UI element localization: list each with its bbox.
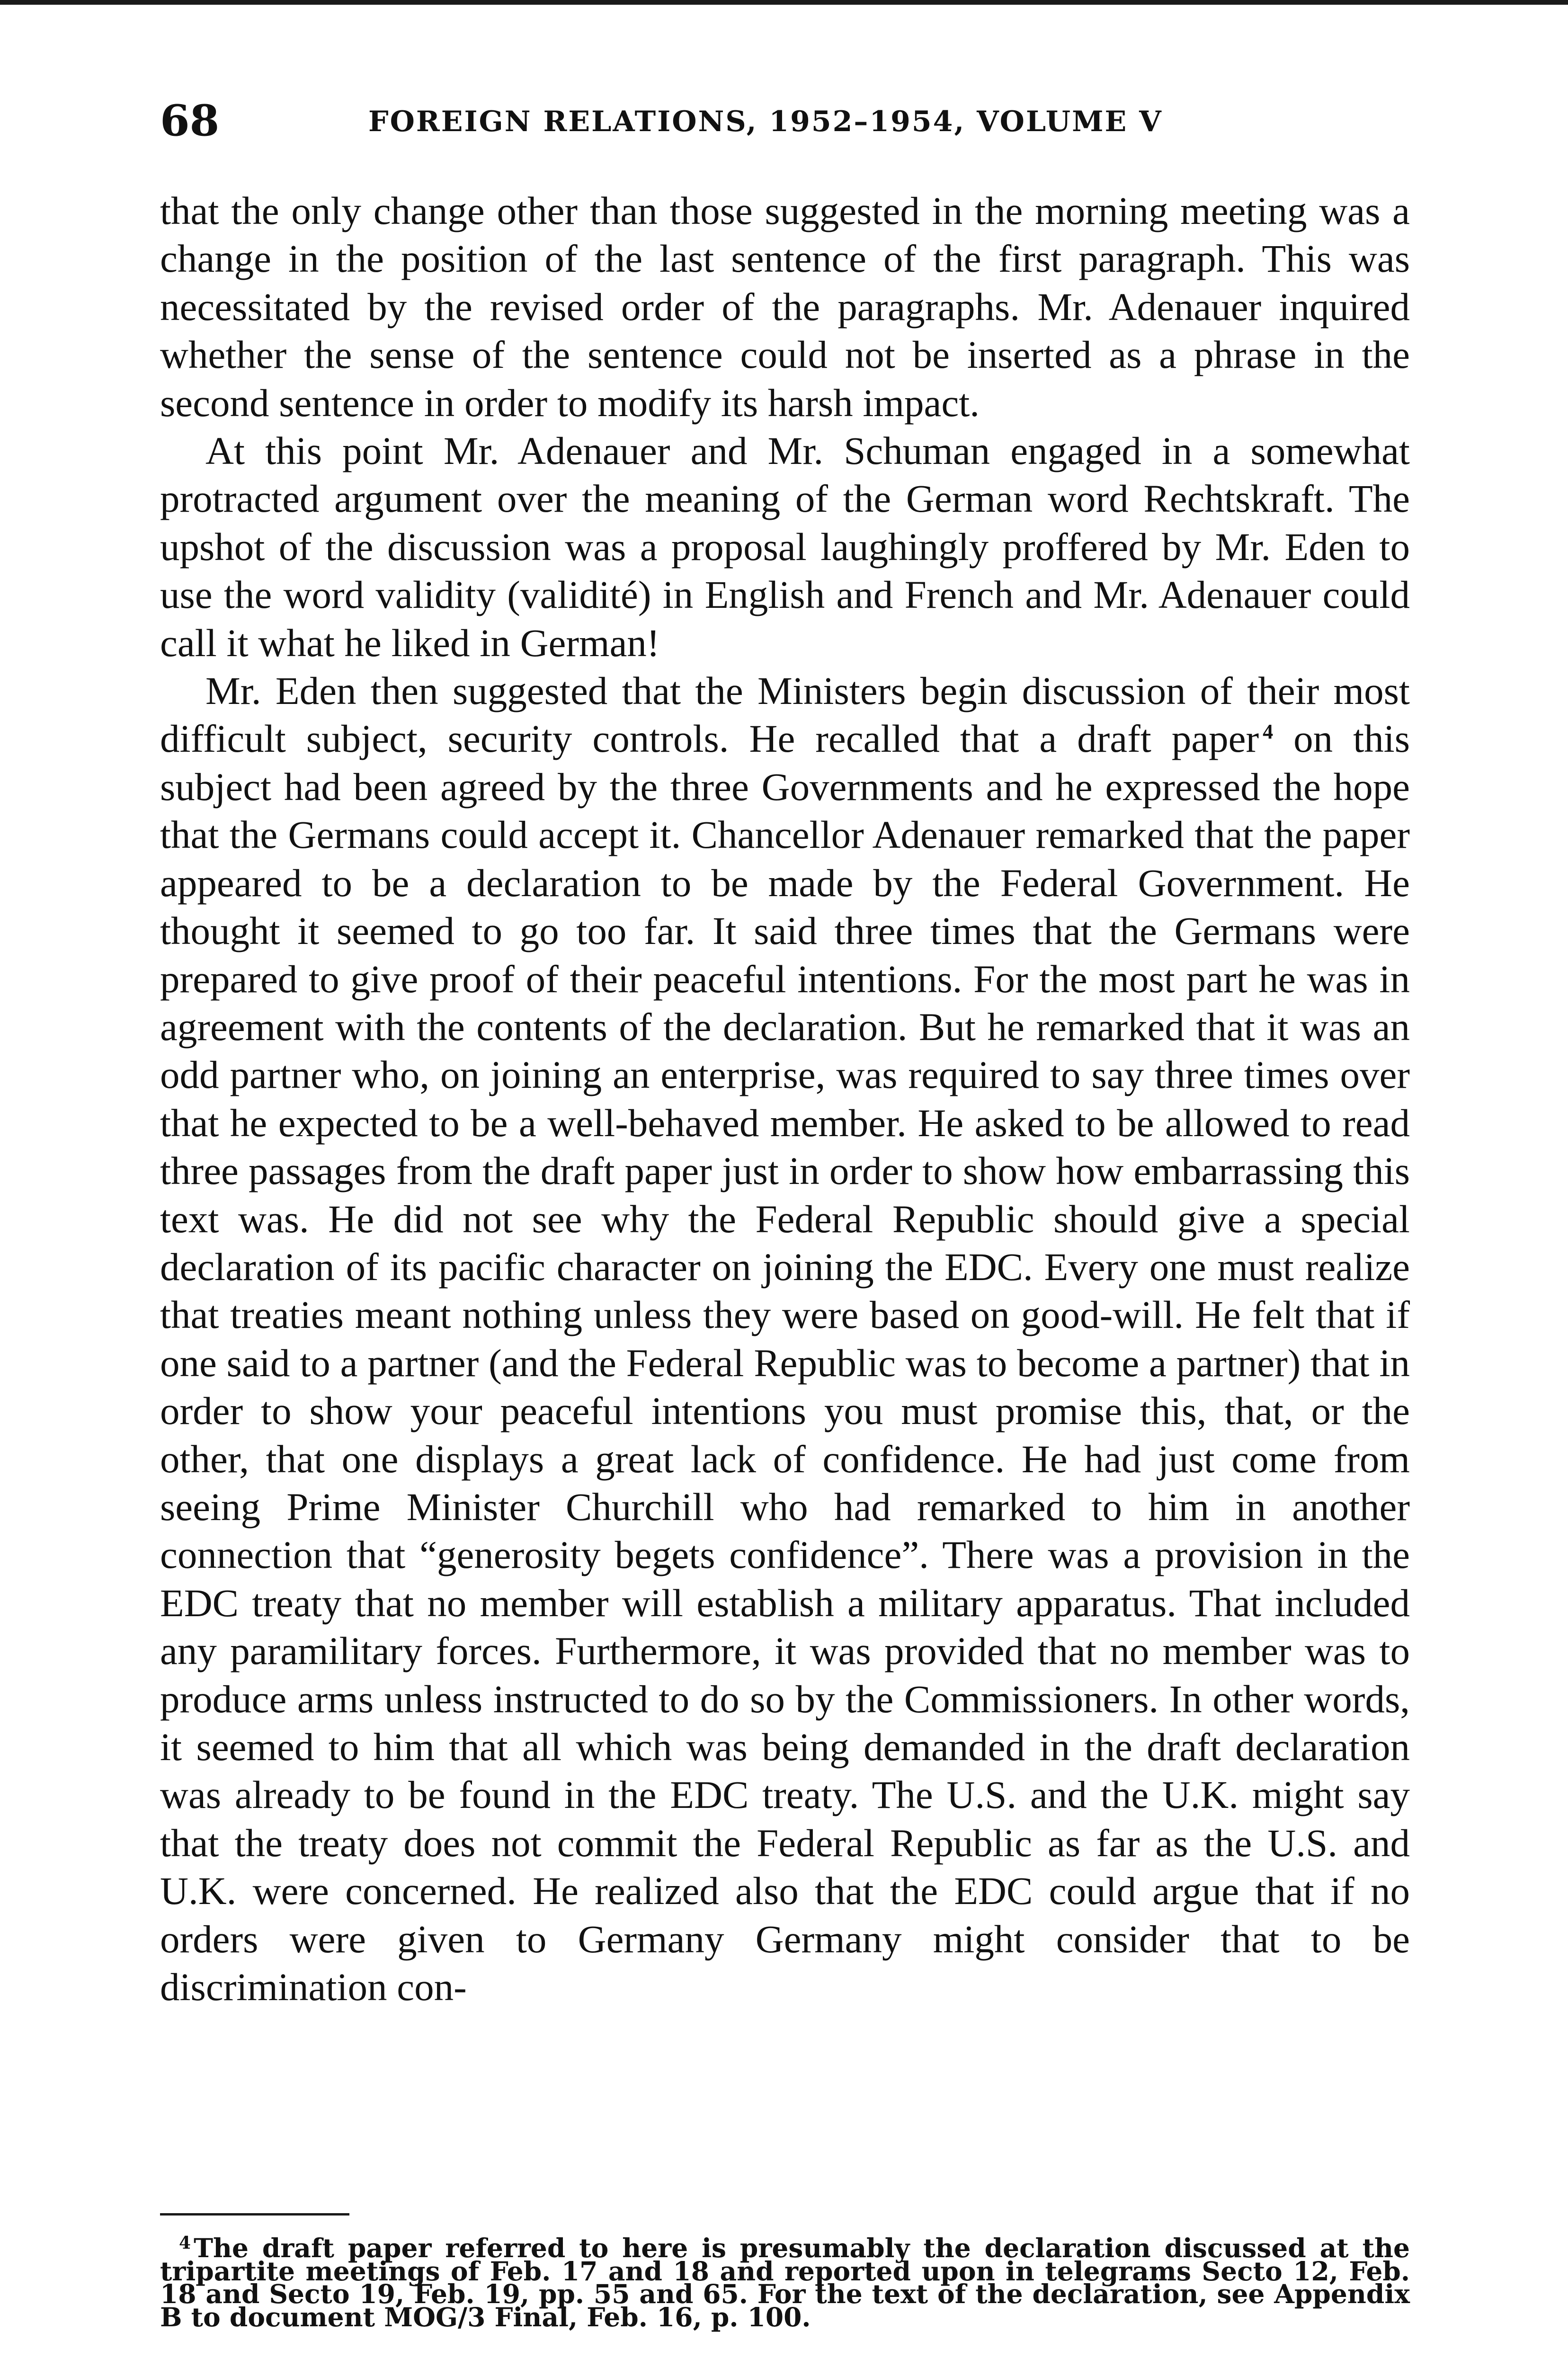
footnote-divider: [160, 2213, 349, 2216]
footnote: [160, 2233, 1410, 2332]
footnotes: [160, 2233, 1410, 2332]
paragraph-security-controls-lead: Mr. Eden then suggested that the Ministers begin discussion of their most difficult subject, security controls. He recalled that a draft paper: [160, 669, 1410, 761]
footnote-text: The draft paper referred to here is presumably the declaration discussed at the tripartite meetings of Feb. 17 and 18 and reported upon in telegrams Secto 12, Feb. 18 and Secto 19, Feb. 19, pp. 55 and 65. For the text of the declaration, see Appendix B to document MOG/3 Final, Feb. 16, p. 100.: [160, 2233, 1410, 2332]
page-number: 68: [160, 96, 220, 146]
paragraph-security-controls-rest: on this subject had been agreed by the three Governments and he expressed the hope that the Germans could accept it. Chancellor Adenauer remarked that the paper appeared to be a declaration to be made by the Federal Government. He thought it seemed to go too far. It said three times that the Germans were prepared to give proof of their peaceful intentions. For the most part he was in agreement with the contents of the declaration. But he remarked that it was an odd partner who, on joining an enterprise, was required to say three times over that he expected to be a well-behaved member. He asked to be allowed to read three passages from the draft paper just in order to show how embarrassing this text was. He did not see why the Federal Republic should give a special declaration of its pacific character on joining the EDC. Every one must realize that treaties meant nothing unless they were based on good-will. He felt that if one said to a partner (and the Federal Republic was to become a partner) that in order to show your peaceful intentions you must promise this, that, or the other, that one displays a great lack of confidence. He had just come from seeing Prime Minister Churchill who had remarked to him in another connection that “generosity begets confidence”. There was a provision in the EDC treaty that no member will establish a military apparatus. That included any paramilitary forces. Furthermore, it was provided that no member was to produce arms unless instructed to do so by the Commissioners. In other words, it seemed to him that all which was being demanded in the draft declaration was already to be found in the EDC treaty. The U.S. and the U.K. might say that the treaty does not commit the Federal Republic as far as the U.S. and U.K. were concerned. He realized also that the EDC could argue that if no orders were given to Germany Germany might consider that to be discrimination con-: [160, 717, 1410, 2009]
page-header: [160, 95, 1410, 147]
paragraph-rechtskraft: At this point Mr. Adenauer and Mr. Schuman engaged in a somewhat protracted argument over the meaning of the German word Rechtskraft. The upshot of the discussion was a proposal laughingly proffered by Mr. Eden to use the word validity (validité) in English and French and Mr. Adenauer could call it what he liked in German!: [160, 429, 1410, 665]
running-head: FOREIGN RELATIONS, 1952–1954, VOLUME V: [368, 105, 1163, 138]
footnote-marker: 4: [179, 2233, 191, 2253]
top-edge-rule: [0, 0, 1568, 5]
paragraph-continued: that the only change other than those suggested in the morning meeting was a change in the position of the last sentence of the first paragraph. This was necessitated by the revised order of the paragraphs. Mr. Adenauer inquired whether the sense of the sentence could not be inserted as a phrase in the second sentence in order to modify its harsh impact.: [160, 189, 1410, 425]
body-text: [160, 187, 1410, 2011]
footnote-reference: 4: [1263, 720, 1274, 744]
paragraph-security-controls: [160, 667, 1410, 2011]
